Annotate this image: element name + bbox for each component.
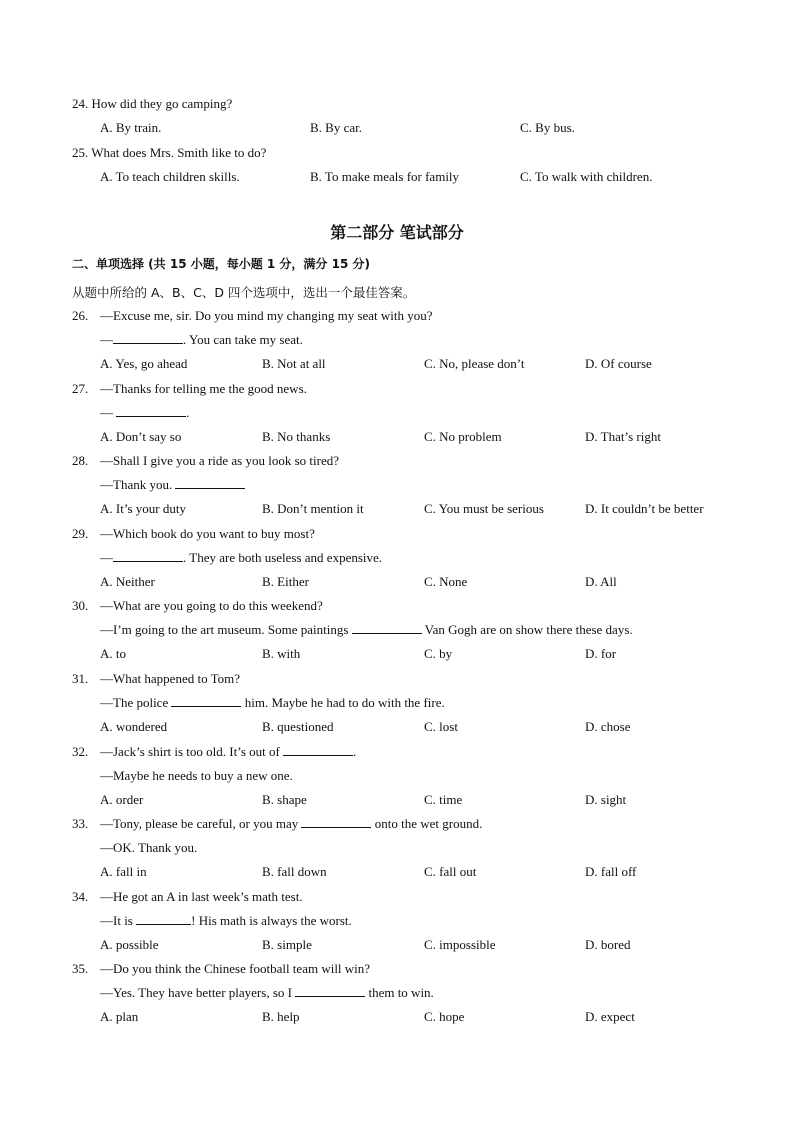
question-line-2 <box>100 768 293 784</box>
question-text: —The police <box>100 695 172 710</box>
option-d: D. Of course <box>585 356 652 371</box>
question-text: onto the wet ground. <box>371 816 483 831</box>
section-heading: 二、单项选择 (共 15 小题，每小题 1 分，满分 15 分) <box>72 257 370 271</box>
question-24-option-c: C. By bus. <box>520 120 575 135</box>
question-number: 35. <box>72 961 89 976</box>
question-number: 26. <box>72 308 89 323</box>
option-c: C. None <box>424 574 468 589</box>
option-a: A. Yes, go ahead <box>100 356 188 371</box>
question-line-1 <box>100 453 339 469</box>
question-text: him. Maybe he had to do with the fire. <box>241 695 445 710</box>
option-a: A. Neither <box>100 574 155 589</box>
option-c: C. lost <box>424 719 458 734</box>
question-text: Van Gogh are on show there these days. <box>421 622 633 637</box>
option-d: D. All <box>585 574 617 589</box>
option-a: A. It’s your duty <box>100 501 186 516</box>
question-text: —Shall I give you a ride as you look so tired? <box>100 453 340 468</box>
question-line-2 <box>100 405 190 421</box>
question-text: —He got an A in last week’s math test. <box>100 889 303 904</box>
question-line-1 <box>100 381 307 397</box>
question-line-2 <box>100 913 352 929</box>
question-line-1 <box>100 598 323 614</box>
option-c: C. by <box>424 646 453 661</box>
question-text: —OK. Thank you. <box>100 840 198 855</box>
option-d: D. bored <box>585 937 631 952</box>
question-number: 34. <box>72 889 89 904</box>
question-text: — <box>100 550 113 565</box>
option-b: B. No thanks <box>262 429 331 444</box>
option-d: D. It couldn’t be better <box>585 501 704 516</box>
option-b: B. Either <box>262 574 309 589</box>
question-number: 32. <box>72 744 89 759</box>
instruction-text: 从题中所给的 A、B、C、D 四个选项中，选出一个最佳答案。 <box>72 285 416 300</box>
answer-blank <box>113 332 183 344</box>
question-number: 30. <box>72 598 89 613</box>
question-text: . They are both useless and expensive. <box>183 550 383 565</box>
question-24-option-a: A. By train. <box>100 120 162 135</box>
question-text: ! His math is always the worst. <box>191 913 352 928</box>
question-line-2 <box>100 985 434 1001</box>
option-b: B. simple <box>262 937 312 952</box>
option-c: C. impossible <box>424 937 496 952</box>
question-line-1 <box>100 671 240 687</box>
answer-blank <box>283 744 353 756</box>
question-text: —Which book do you want to buy most? <box>100 526 315 541</box>
option-b: B. Don’t mention it <box>262 501 364 516</box>
option-a: A. plan <box>100 1009 139 1024</box>
question-line-1 <box>100 816 482 832</box>
question-text: —It is <box>100 913 137 928</box>
question-text: —Yes. They have better players, so I <box>100 985 296 1000</box>
question-text: . You can take my seat. <box>183 332 303 347</box>
option-b: B. help <box>262 1009 300 1024</box>
option-a: A. Don’t say so <box>100 429 182 444</box>
option-d: D. chose <box>585 719 631 734</box>
answer-blank <box>116 405 186 417</box>
question-text: them to win. <box>365 985 434 1000</box>
question-text: —What are you going to do this weekend? <box>100 598 323 613</box>
answer-blank <box>171 695 241 707</box>
option-c: C. No problem <box>424 429 502 444</box>
answer-blank <box>136 913 191 925</box>
answer-blank <box>113 550 183 562</box>
question-text: — <box>100 405 117 420</box>
question-number: 33. <box>72 816 89 831</box>
question-text: —What happened to Tom? <box>100 671 241 686</box>
option-a: A. order <box>100 792 144 807</box>
question-line-2 <box>100 332 303 348</box>
question-text: . <box>353 744 357 759</box>
option-d: D. for <box>585 646 617 661</box>
option-d: D. fall off <box>585 864 637 879</box>
option-d: D. sight <box>585 792 627 807</box>
answer-blank <box>352 622 422 634</box>
question-line-2 <box>100 622 633 638</box>
question-text: —Thanks for telling me the good news. <box>100 381 307 396</box>
question-line-2 <box>100 695 445 711</box>
option-d: D. expect <box>585 1009 635 1024</box>
option-c: C. time <box>424 792 463 807</box>
question-text: —Maybe he needs to buy a new one. <box>100 768 293 783</box>
option-d: D. That’s right <box>585 429 661 444</box>
question-text: —Do you think the Chinese football team will win? <box>100 961 371 976</box>
option-c: C. fall out <box>424 864 477 879</box>
answer-blank <box>175 477 245 489</box>
question-line-1 <box>100 961 370 977</box>
question-line-1 <box>100 308 433 324</box>
option-a: A. to <box>100 646 126 661</box>
question-text: —Jack’s shirt is too old. It’s out of <box>100 744 284 759</box>
question-text: — <box>100 332 113 347</box>
question-text: . <box>186 405 190 420</box>
answer-blank <box>301 816 371 828</box>
option-a: A. wondered <box>100 719 168 734</box>
part-title: 第二部分 笔试部分 <box>330 223 464 242</box>
option-a: A. possible <box>100 937 159 952</box>
option-c: C. hope <box>424 1009 465 1024</box>
question-number: 28. <box>72 453 89 468</box>
question-number: 31. <box>72 671 89 686</box>
option-b: B. questioned <box>262 719 334 734</box>
question-number: 29. <box>72 526 89 541</box>
option-b: B. with <box>262 646 301 661</box>
question-25-option-c: C. To walk with children. <box>520 169 653 184</box>
question-line-2 <box>100 550 382 566</box>
option-b: B. fall down <box>262 864 327 879</box>
option-a: A. fall in <box>100 864 147 879</box>
question-number: 27. <box>72 381 89 396</box>
question-25-text: 25. What does Mrs. Smith like to do? <box>72 145 267 160</box>
question-text: —I’m going to the art museum. Some paintings <box>100 622 352 637</box>
question-24-option-b: B. By car. <box>310 120 362 135</box>
question-line-1 <box>100 526 315 542</box>
question-24-text: 24. How did they go camping? <box>72 96 233 111</box>
question-line-1 <box>100 744 356 760</box>
option-b: B. shape <box>262 792 307 807</box>
question-text: —Excuse me, sir. Do you mind my changing my seat with you? <box>100 308 433 323</box>
answer-blank <box>295 985 365 997</box>
question-line-2 <box>100 840 197 856</box>
question-25-option-a: A. To teach children skills. <box>100 169 240 184</box>
option-b: B. Not at all <box>262 356 326 371</box>
question-25-option-b: B. To make meals for family <box>310 169 460 184</box>
option-c: C. No, please don’t <box>424 356 525 371</box>
question-line-1 <box>100 889 303 905</box>
question-text: —Tony, please be careful, or you may <box>100 816 302 831</box>
question-text: —Thank you. <box>100 477 176 492</box>
option-c: C. You must be serious <box>424 501 544 516</box>
question-line-2 <box>100 477 245 493</box>
